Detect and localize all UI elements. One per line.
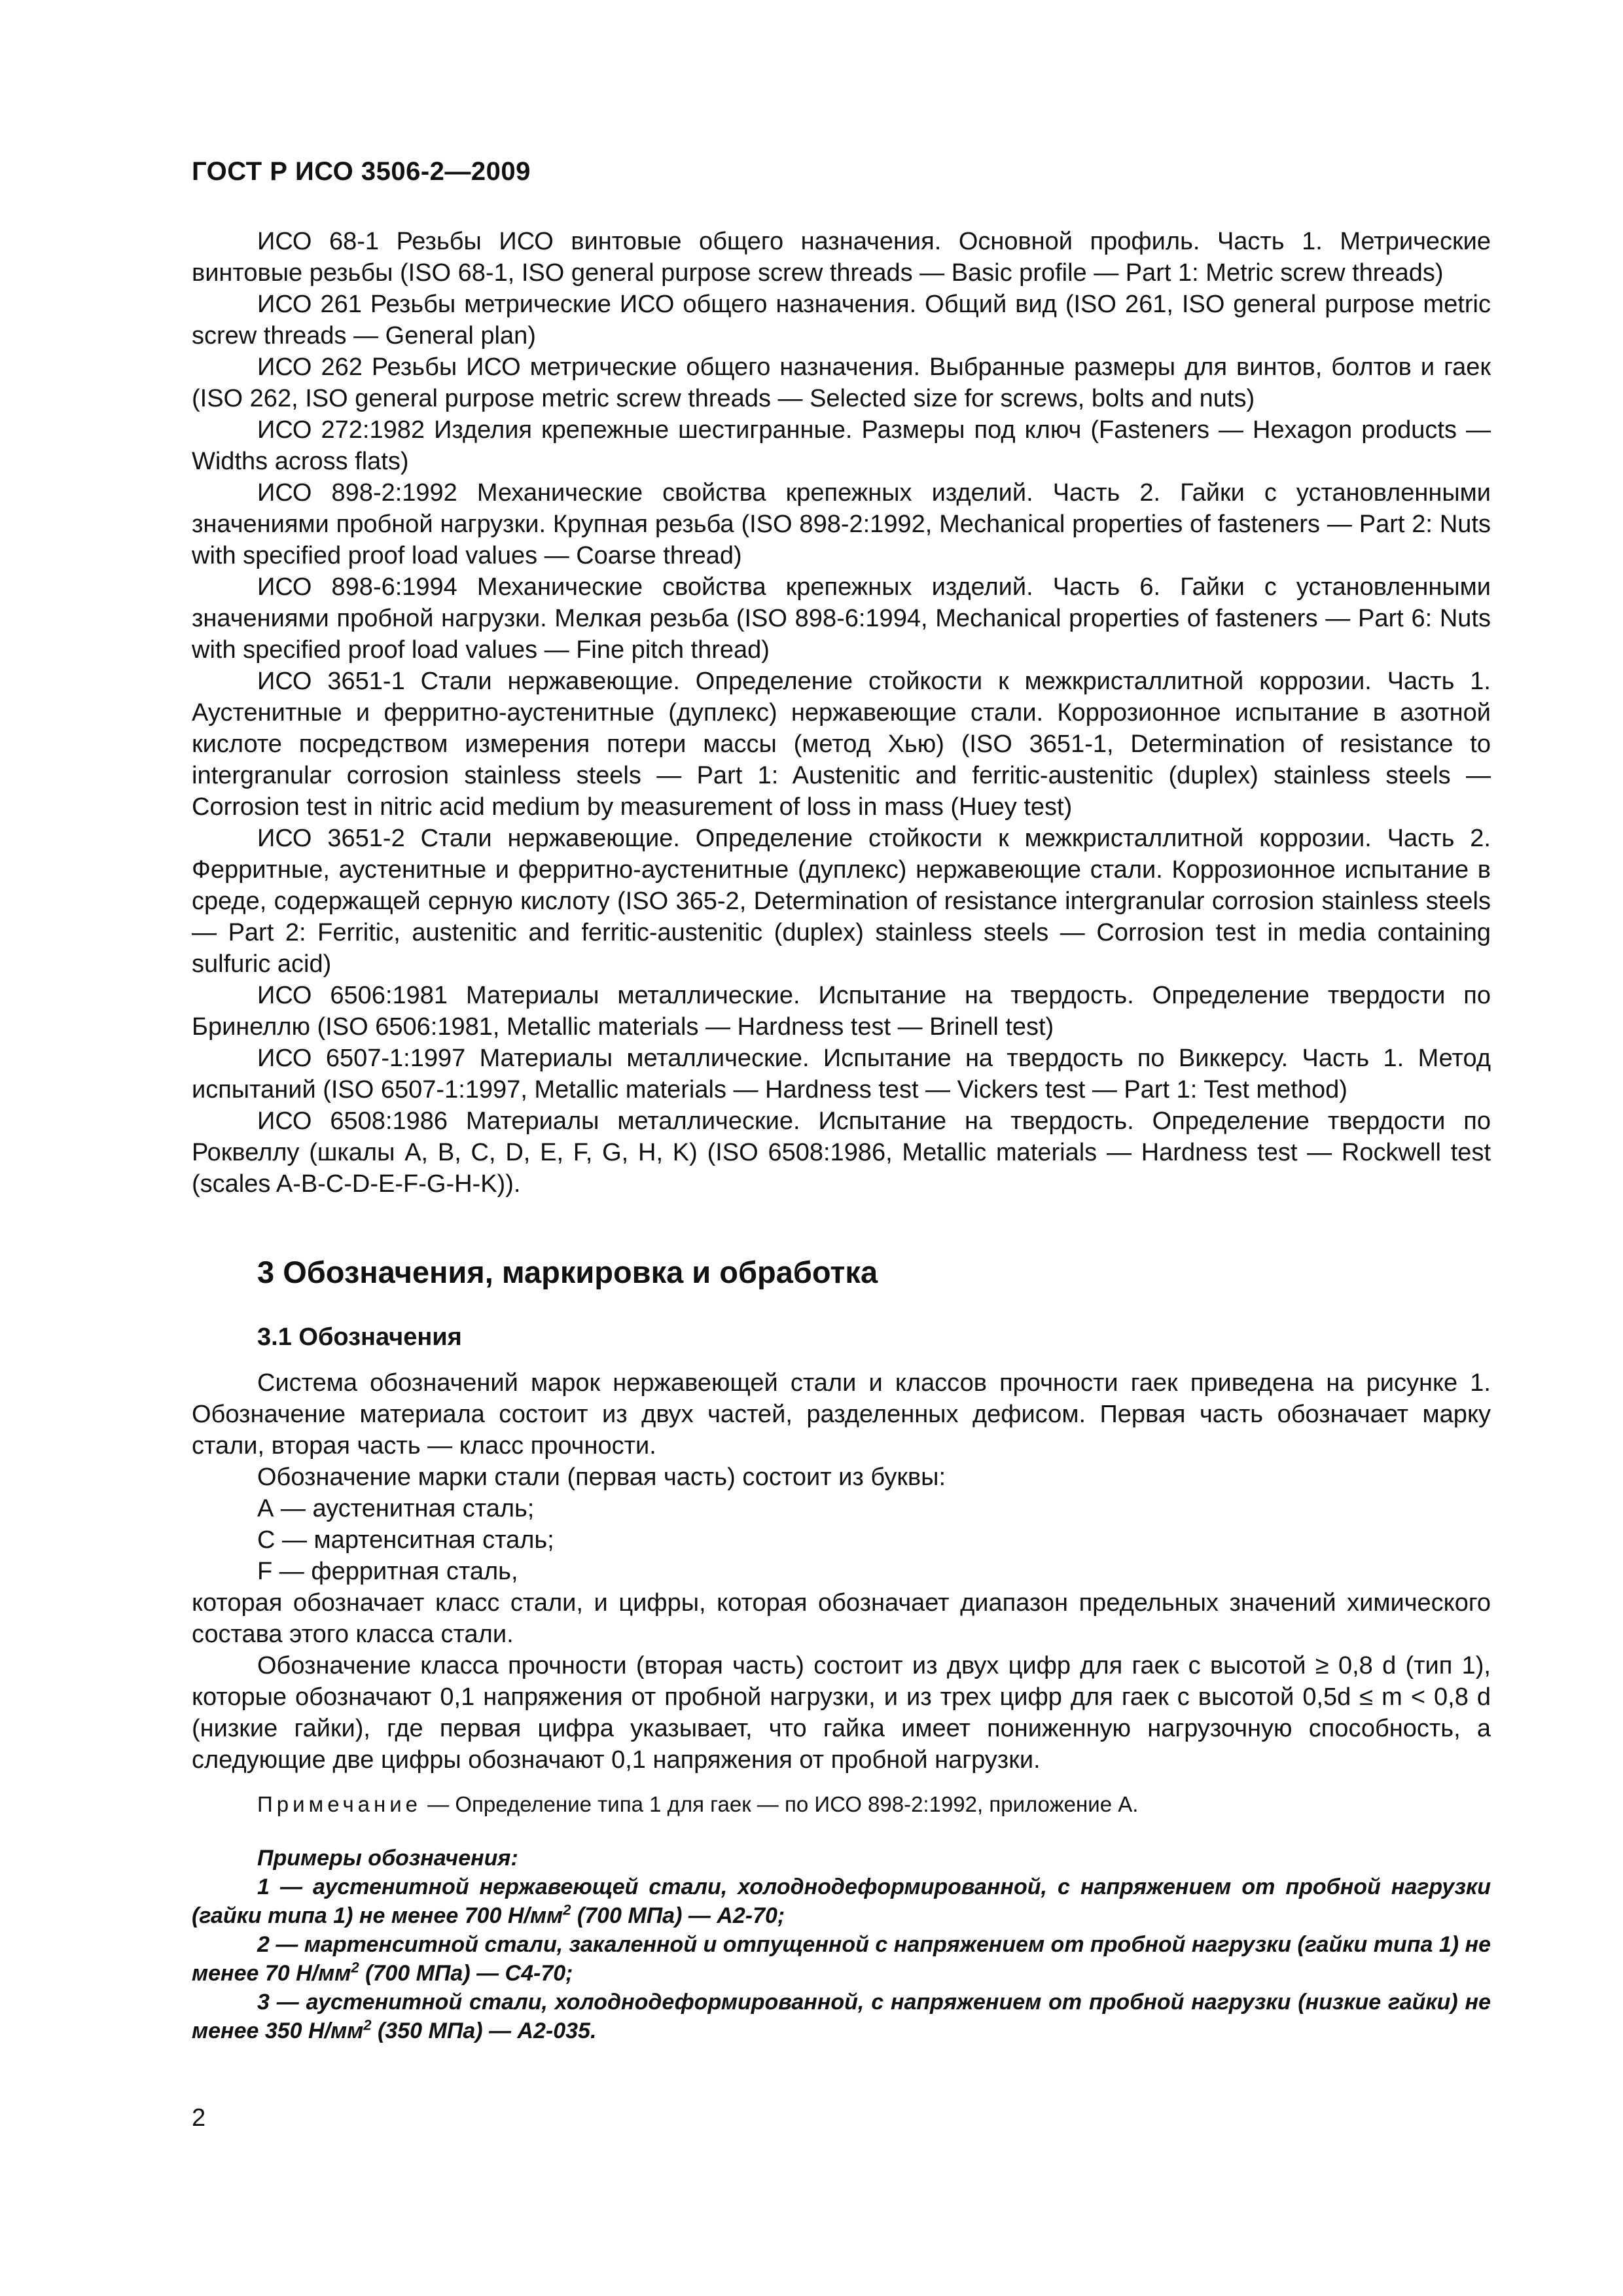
- document-body: [192, 226, 1491, 2045]
- superscript: 2: [351, 1959, 359, 1976]
- reference-item: ИСО 6507-1:1997 Материалы металлические. Испытание на твердость по Виккерсу. Часть 1. Метод испытаний (ISO 6507-1:1997, Metallic materials — Hardness test — Vickers test — Part 1: Test method): [192, 1045, 1491, 1103]
- superscript: 2: [563, 1901, 571, 1918]
- paragraph: Система обозначений марок нержавеющей стали и классов прочности гаек приведена на рисунке 1. Обозначение материала состоит из двух частей, разделенных дефисом. Первая часть обозначает марку стали, вторая часть — класс прочности.: [192, 1369, 1491, 1460]
- reference-item: ИСО 3651-2 Стали нержавеющие. Определение стойкости к межкристаллитной коррозии. Часть 2. Ферритные, аустенитные и ферритно-аустенитные (дуплекс) нержавеющие стали. Коррозионное испытание в среде, содержащей серную кислоту (ISO 365-2, Determination of resistance intergranular corrosion stainless steels — Part 2: Ferritic, austenitic and ferritic-austenitic (duplex) stainless steels — Corrosion test in media containing sulfuric acid): [192, 825, 1491, 978]
- example-text: (700 МПа) — С4-70;: [359, 1961, 573, 1986]
- reference-item: ИСО 898-2:1992 Механические свойства крепежных изделий. Часть 2. Гайки с установленными значениями пробной нагрузки. Крупная резьба (ISO 898-2:1992, Mechanical properties of fasteners — Part 2: Nuts with specified proof load values — Coarse thread): [192, 479, 1491, 569]
- example-item: [192, 1930, 1491, 1988]
- reference-item: ИСО 262 Резьбы ИСО метрические общего назначения. Выбранные размеры для винтов, болтов и гаек (ISO 262, ISO general purpose metric screw threads — Selected size for screws, bolts and nuts): [192, 353, 1491, 412]
- reference-item: ИСО 6508:1986 Материалы металлические. Испытание на твердость. Определение твердости по Роквеллу (шкалы А, В, С, D, Е, F, G, Н, K) (ISO 6508:1986, Metallic materials — Hardness test — Rockwell test (scales A-B-C-D-E-F-G-H-K)).: [192, 1107, 1491, 1198]
- document-header: ГОСТ Р ИСО 3506-2—2009: [192, 157, 531, 186]
- reference-item: ИСО 68-1 Резьбы ИСО винтовые общего назначения. Основной профиль. Часть 1. Метрические винтовые резьбы (ISO 68-1, ISO general purpose screw threads — Basic profile — Part 1: Metric screw threads): [192, 228, 1491, 287]
- section-heading: 3 Обозначения, маркировка и обработка: [257, 1255, 878, 1289]
- reference-item: ИСО 272:1982 Изделия крепежные шестигранные. Размеры под ключ (Fasteners — Hexagon products — Widths across flats): [192, 416, 1491, 475]
- paragraph: Обозначение марки стали (первая часть) состоит из буквы:: [257, 1463, 946, 1491]
- page-number: 2: [192, 2104, 206, 2132]
- steel-class-item: С — мартенситная сталь;: [257, 1526, 554, 1554]
- references-list: [192, 226, 1491, 1200]
- example-item: [192, 1873, 1491, 1930]
- example-text: 2 — мартенситной стали, закаленной и отпущенной с напряжением от пробной нагрузки (гайки типа 1) не менее 70 Н/мм: [192, 1932, 1491, 1986]
- note: [192, 1790, 1491, 1819]
- superscript: 2: [363, 2017, 372, 2034]
- paragraph: которая обозначает класс стали, и цифры, которая обозначает диапазон предельных значений химического состава этого класса стали.: [192, 1589, 1491, 1648]
- example-item: [192, 1988, 1491, 2045]
- reference-item: ИСО 261 Резьбы метрические ИСО общего назначения. Общий вид (ISO 261, ISO general purpose metric screw threads — General plan): [192, 291, 1491, 350]
- reference-item: ИСО 898-6:1994 Механические свойства крепежных изделий. Часть 6. Гайки с установленными значениями пробной нагрузки. Мелкая резьба (ISO 898-6:1994, Mechanical properties of fasteners — Part 6: Nuts with specified proof load values — Fine pitch thread): [192, 573, 1491, 664]
- examples-title: Примеры обозначения:: [257, 1846, 518, 1871]
- example-text: 3 — аустенитной стали, холоднодеформированной, с напряжением от пробной нагрузки (низкие гайки) не менее 350 Н/мм: [192, 1990, 1491, 2043]
- paragraph: Обозначение класса прочности (вторая часть) состоит из двух цифр для гаек с высотой ≥ 0,8 d (тип 1), которые обозначают 0,1 напряжения от пробной нагрузки, и из трех цифр для гаек с высотой 0,5d ≤ m < 0,8 d (низкие гайки), где первая цифра указывает, что гайка имеет пониженную нагрузочную способность, а следующие две цифры обозначают 0,1 напряжения от пробной нагрузки.: [192, 1652, 1491, 1774]
- note-text: — Определение типа 1 для гаек — по ИСО 898-2:1992, приложение А.: [421, 1792, 1139, 1816]
- steel-class-item: F — ферритная сталь,: [257, 1558, 518, 1585]
- example-text: 1 — аустенитной нержавеющей стали, холоднодеформированной, с напряжением от пробной нагрузки (гайки типа 1) не менее 700 Н/мм: [192, 1874, 1491, 1928]
- steel-class-item: А — аустенитная сталь;: [257, 1495, 535, 1522]
- example-text: (350 МПа) — А2-035.: [371, 2018, 597, 2043]
- reference-item: ИСО 3651-1 Стали нержавеющие. Определение стойкости к межкристаллитной коррозии. Часть 1. Аустенитные и ферритно-аустенитные (дуплекс) нержавеющие стали. Коррозионное испытание в азотной кислоте посредством измерения потери массы (метод Хью) (ISO 3651-1, Determination of resistance to intergranular corrosion stainless steels — Part 1: Austenitic and ferritic-austenitic (duplex) stainless steels — Corrosion test in nitric acid medium by measurement of loss in mass (Huey test): [192, 668, 1491, 821]
- reference-item: ИСО 6506:1981 Материалы металлические. Испытание на твердость. Определение твердости по Бринеллю (ISO 6506:1981, Metallic materials — Hardness test — Brinell test): [192, 982, 1491, 1041]
- example-text: (700 МПа) — А2-70;: [571, 1903, 785, 1928]
- note-label: Примечание: [257, 1792, 422, 1816]
- subsection-heading: 3.1 Обозначения: [257, 1323, 462, 1351]
